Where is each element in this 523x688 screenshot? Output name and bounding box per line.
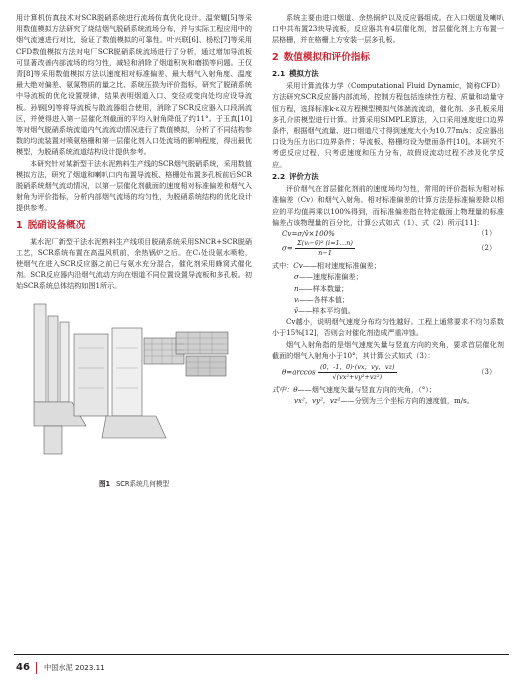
figure-caption-text: SCR系统几何模型	[116, 479, 170, 488]
equation-lhs: Cv	[282, 229, 292, 239]
body-paragraph: 本研究针对某新型干法水泥熟料生产线的SCR烟气脱硝系统，采用数值模拟方法，研究了烟道和喇叭口内布置导流板、格栅处布置多孔板前后SCR脱硝系统烟气流动情况，以第一层催化剂截面的速度相对标准偏差和烟气入射角为评价指标，分析内部烟气流场的均匀性，为脱硝系统结构的优化设计提供参考。	[16, 158, 252, 213]
equation-denominator: n−1	[318, 249, 332, 258]
footer-accent-bar	[36, 662, 37, 674]
equation-1	[272, 228, 504, 239]
equation-number: （2）	[477, 244, 496, 253]
equation-lhs: θ=arccos	[282, 367, 316, 377]
footer-divider	[14, 654, 509, 655]
subsection-heading	[272, 171, 504, 183]
body-paragraph: Cv越小，说明烟气速度分布均匀性越好。工程上通常要求不均匀系数小于15%[12]，否则会对催化剂造成严重冲蚀。	[272, 317, 504, 338]
figure-caption	[16, 479, 252, 490]
def-symbol: vx²，vy²，vz²	[294, 396, 341, 406]
def-text: ——各样本值；	[299, 294, 350, 304]
figure-scr-model	[16, 298, 252, 488]
scr-geometry-illustration	[16, 298, 252, 470]
def-text: ——样本数量；	[298, 283, 349, 293]
equation-numerator: (0，-1，0)·(vx，vy，vz)	[319, 363, 395, 372]
journal-issue: 中国水泥 2023.11	[44, 663, 105, 672]
subsection-number: 2.1	[272, 68, 286, 78]
def-text: ——烟气速度矢量与竖直方向的夹角，（°）；	[297, 385, 436, 395]
equation-3	[272, 363, 504, 382]
equation-2	[272, 239, 504, 258]
def-text: ——分别为三个坐标方向的速度值，m/s。	[340, 396, 474, 406]
body-paragraph: 采用计算流体力学（Computational Fluid Dynamic，简称CFD）方法研究SCR反应器内部流场，控制方程包括连续性方程、质量和动量守恒方程，选择标准k-ε双方程模型模拟气体湍流流动，催化剂、多孔板采用多孔介质模型进行计算。计算采用SIMPLE算法，入口采用速度进口边界条件，根据烟气流量、进口烟道尺寸得到速度大小为10.77m/s；反应器出口设为压力出口边界条件；导流板、格栅均设为壁面条件[10]。本研究不考虑反应过程，只考虑速度和压力分布，故假设流动过程不涉及化学反应。	[272, 81, 504, 169]
def-text: ——速度标准偏差；	[298, 272, 363, 282]
page-footer	[0, 654, 523, 688]
def-symbol: Cv	[293, 261, 303, 271]
page-number: 46	[16, 662, 30, 673]
subsection-number: 2.2	[272, 171, 286, 181]
subsection-title: 评价方法	[289, 171, 319, 181]
section-heading	[16, 219, 252, 233]
body-paragraph: 系统主要由进口烟道、余热锅炉以及反应器组成。在入口烟道及喇叭口中共布置23块导流板，反应器共有4层催化剂，首层催化剂上方布置一层格栅，并在格栅上方安装一层多孔板。	[272, 13, 504, 45]
def-text: ——相对速度标准偏差；	[302, 261, 381, 271]
equation-number: （3）	[477, 367, 496, 376]
def-symbol: 式中：θ	[272, 385, 298, 395]
section-number: 2	[272, 51, 279, 63]
equation-lhs: σ=	[282, 243, 293, 253]
left-column	[16, 12, 252, 488]
section-number: 1	[16, 219, 23, 231]
section-heading	[272, 51, 504, 65]
equation-number: （1）	[477, 229, 496, 238]
equation-numerator: Σ(vᵢ−v̄)² (i=1…n)	[297, 239, 353, 248]
def-text: ——样本平均值。	[298, 306, 355, 316]
def-symbol: σ	[294, 272, 299, 282]
symbol-definitions	[272, 260, 504, 316]
body-paragraph: 评价烟气在首层催化剂前的速度场均匀性，常用的评价指标为相对标准偏差（Cv）和烟气入射角。相对标准偏差的计算方法是标准偏差除以相应的平均值再乘以100%得到，而标准偏差指在特定截面上物理量的标准偏差占该物理量的百分比，计算公式如式（1）、式（2）所示[11]：	[272, 184, 504, 227]
def-symbol: v̄	[294, 306, 299, 316]
section-title: 脱硝设备概况	[27, 219, 86, 231]
figure-number: 图1	[98, 479, 111, 488]
subsection-heading	[272, 68, 504, 80]
body-paragraph: 某水泥厂新型干法水泥熟料生产线项目脱硝系统采用SNCR+SCR脱硝工艺，SCR系统布置在高温风机前，余热锅炉之后。在C₁处设氨水喷枪，使烟气在进入SCR反应器之前已与氨水充分混合，催化剂采用蜂窝式催化剂。SCR反应器内沿烟气流动方向在烟道不同位置设置导流板和多孔板。初始SCR系统总体结构如图1所示。	[16, 236, 252, 291]
equation-rhs: =σ/v̄×100%	[291, 229, 335, 239]
body-paragraph: 用计算机仿真技术对SCR脱硝系统进行流场仿真优化设计。温荣耀[5]等采用数值模拟方法研究了烧结烟气脱硝系统流场分布，并与实际工程应用中的烟气流速进行对比，验证了数值模拟的可靠性。叶兴联[6]、杨松[7]等采用CFD数值模拟方法对电厂SCR脱硝系统流场进行了分析，通过增加导流板可显著改善内部流场的均匀性，减轻和消除了烟道积灰和磨损等问题。王仅青[8]等采用数值模拟方法以速度相对标准偏差、最大烟气入射角度、温度最大绝对偏差、氨氮物质的量之比、系统压损为评价指标，研究了脱硝系统中导流板的优化设置规律，结果表明烟道入口、变径或变向处均应设导流板。孙钢[9]等将导流板与散流器组合使用，消除了SCR反应器入口段涡流区，并使得进入第一层催化剂截面的平均入射角降低了约11°。于玉真[10]等对烟气脱硝系统流道内气流流动情况进行了数值模拟，分析了不同结构参数的均流装置对喷氨格栅和第一层催化剂入口处流场的影响程度，得出最优模型，为脱硝系统流道结构设计提供参考。	[16, 13, 252, 157]
defs-intro: 式中：	[272, 261, 294, 271]
subsection-title: 模拟方法	[289, 68, 319, 78]
def-symbol: vᵢ	[294, 294, 300, 304]
body-paragraph: 烟气入射角指的是烟气速度矢量与竖直方向的夹角，要求首层催化剂截面的烟气入射角小于10°，其计算公式如式（3）：	[272, 339, 504, 360]
def-symbol: n	[294, 283, 299, 293]
section-title: 数值模拟和评价指标	[283, 51, 371, 63]
right-column	[272, 12, 504, 406]
equation-denominator: √(vx²+vy²+vz²)	[332, 373, 383, 382]
